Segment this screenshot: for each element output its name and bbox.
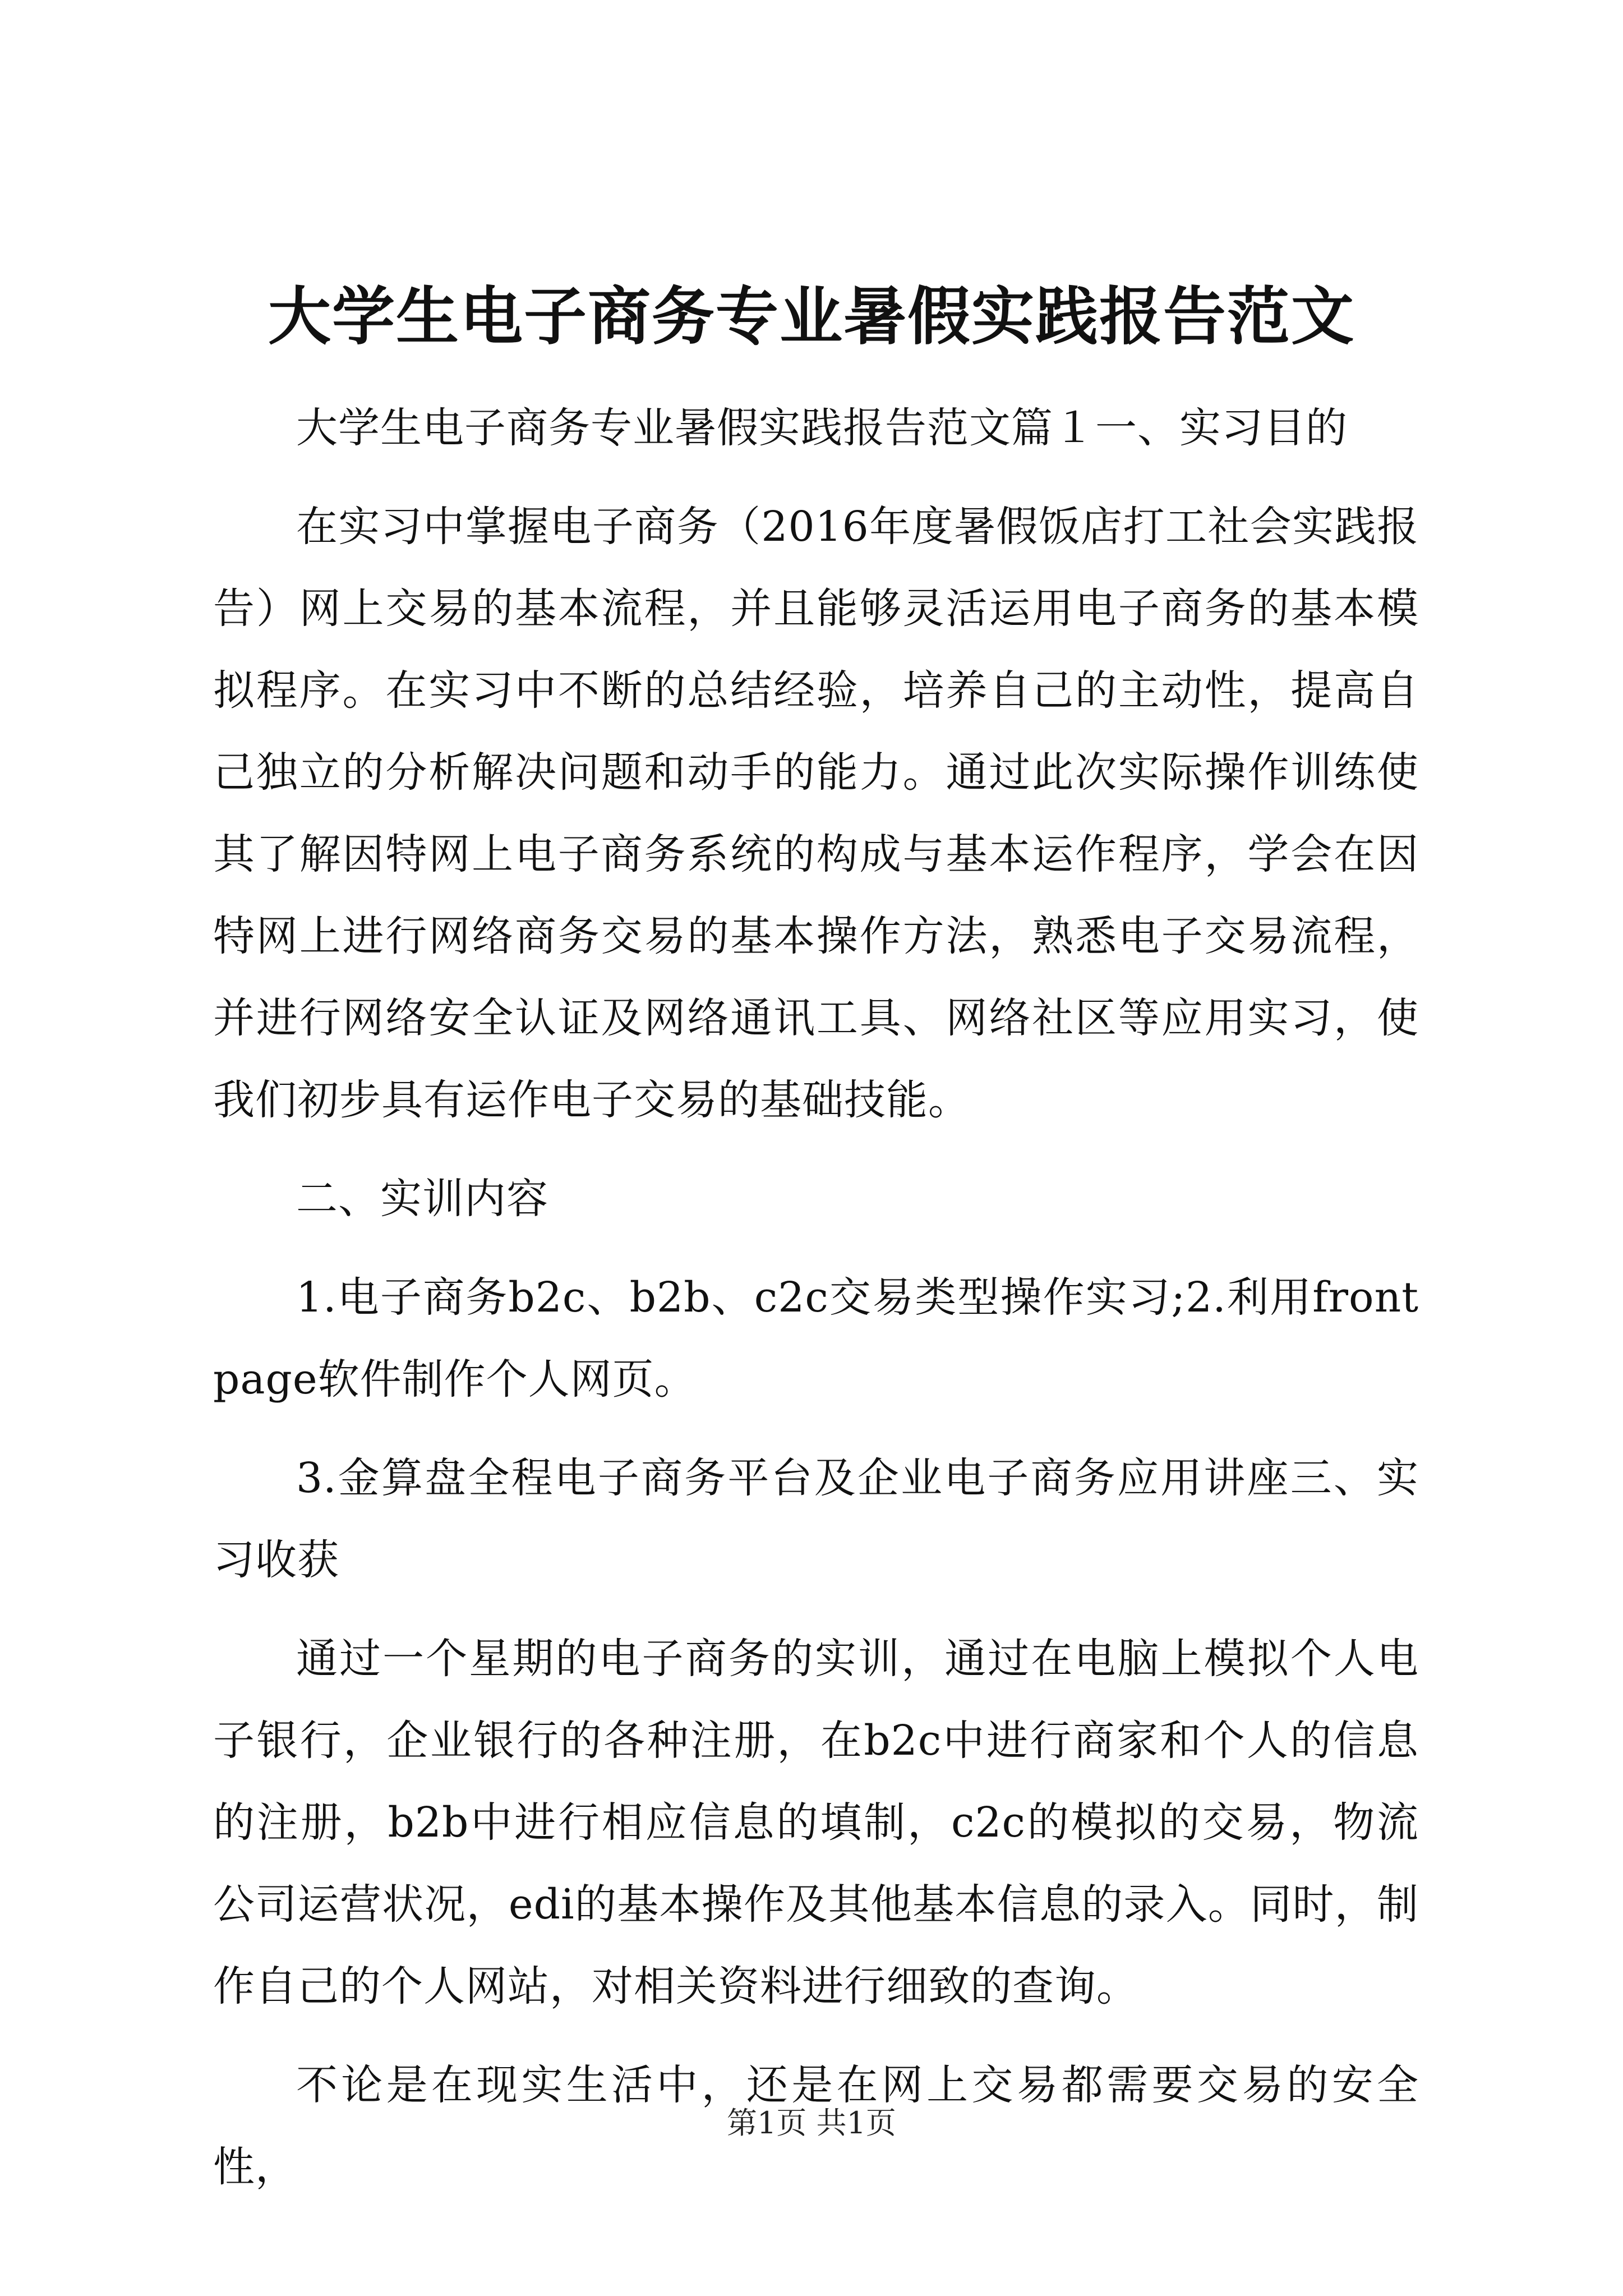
paragraph-security: 不论是在现实生活中，还是在网上交易都需要交易的安全性，: [213, 2061, 1419, 2191]
paragraph-training-item-1: 1.电子商务b2c、b2b、c2c交易类型操作实习;2.利用frontpage软件制作个人网页。: [213, 1273, 1419, 1404]
paragraph-heading-1: 大学生电子商务专业暑假实践报告范文篇１一、实习目的: [296, 404, 1348, 452]
document-body: [213, 387, 1419, 2225]
page-footer: 第1页 共1页: [727, 2105, 896, 2141]
paragraph-heading-2: 二、实训内容: [296, 1175, 548, 1223]
paragraph-harvest: 通过一个星期的电子商务的实训，通过在电脑上模拟个人电子银行，企业银行的各种注册，在b2c中进行商家和个人的信息的注册，b2b中进行相应信息的填制，c2c的模拟的交易，物流公司运营状况，edi的基本操作及其他基本信息的录入。同时，制作自己的个人网站，对相关资料进行细致的查询。: [213, 1635, 1419, 2010]
paragraph-training-item-3: 3.金算盘全程电子商务平台及企业电子商务应用讲座三、实习收获: [213, 1454, 1419, 1584]
document-title: 大学生电子商务专业暑假实践报告范文: [268, 280, 1355, 353]
paragraph-objectives: 在实习中掌握电子商务（2016年度暑假饭店打工社会实践报告）网上交易的基本流程，并且能够灵活运用电子商务的基本模拟程序。在实习中不断的总结经验，培养自己的主动性，提高自己独立的分析解决问题和动手的能力。通过此次实际操作训练使其了解因特网上电子商务系统的构成与基本运作程序，学会在因特网上进行网络商务交易的基本操作方法，熟悉电子交易流程，并进行网络安全认证及网络通讯工具、网络社区等应用实习，使我们初步具有运作电子交易的基础技能。: [213, 503, 1419, 1124]
